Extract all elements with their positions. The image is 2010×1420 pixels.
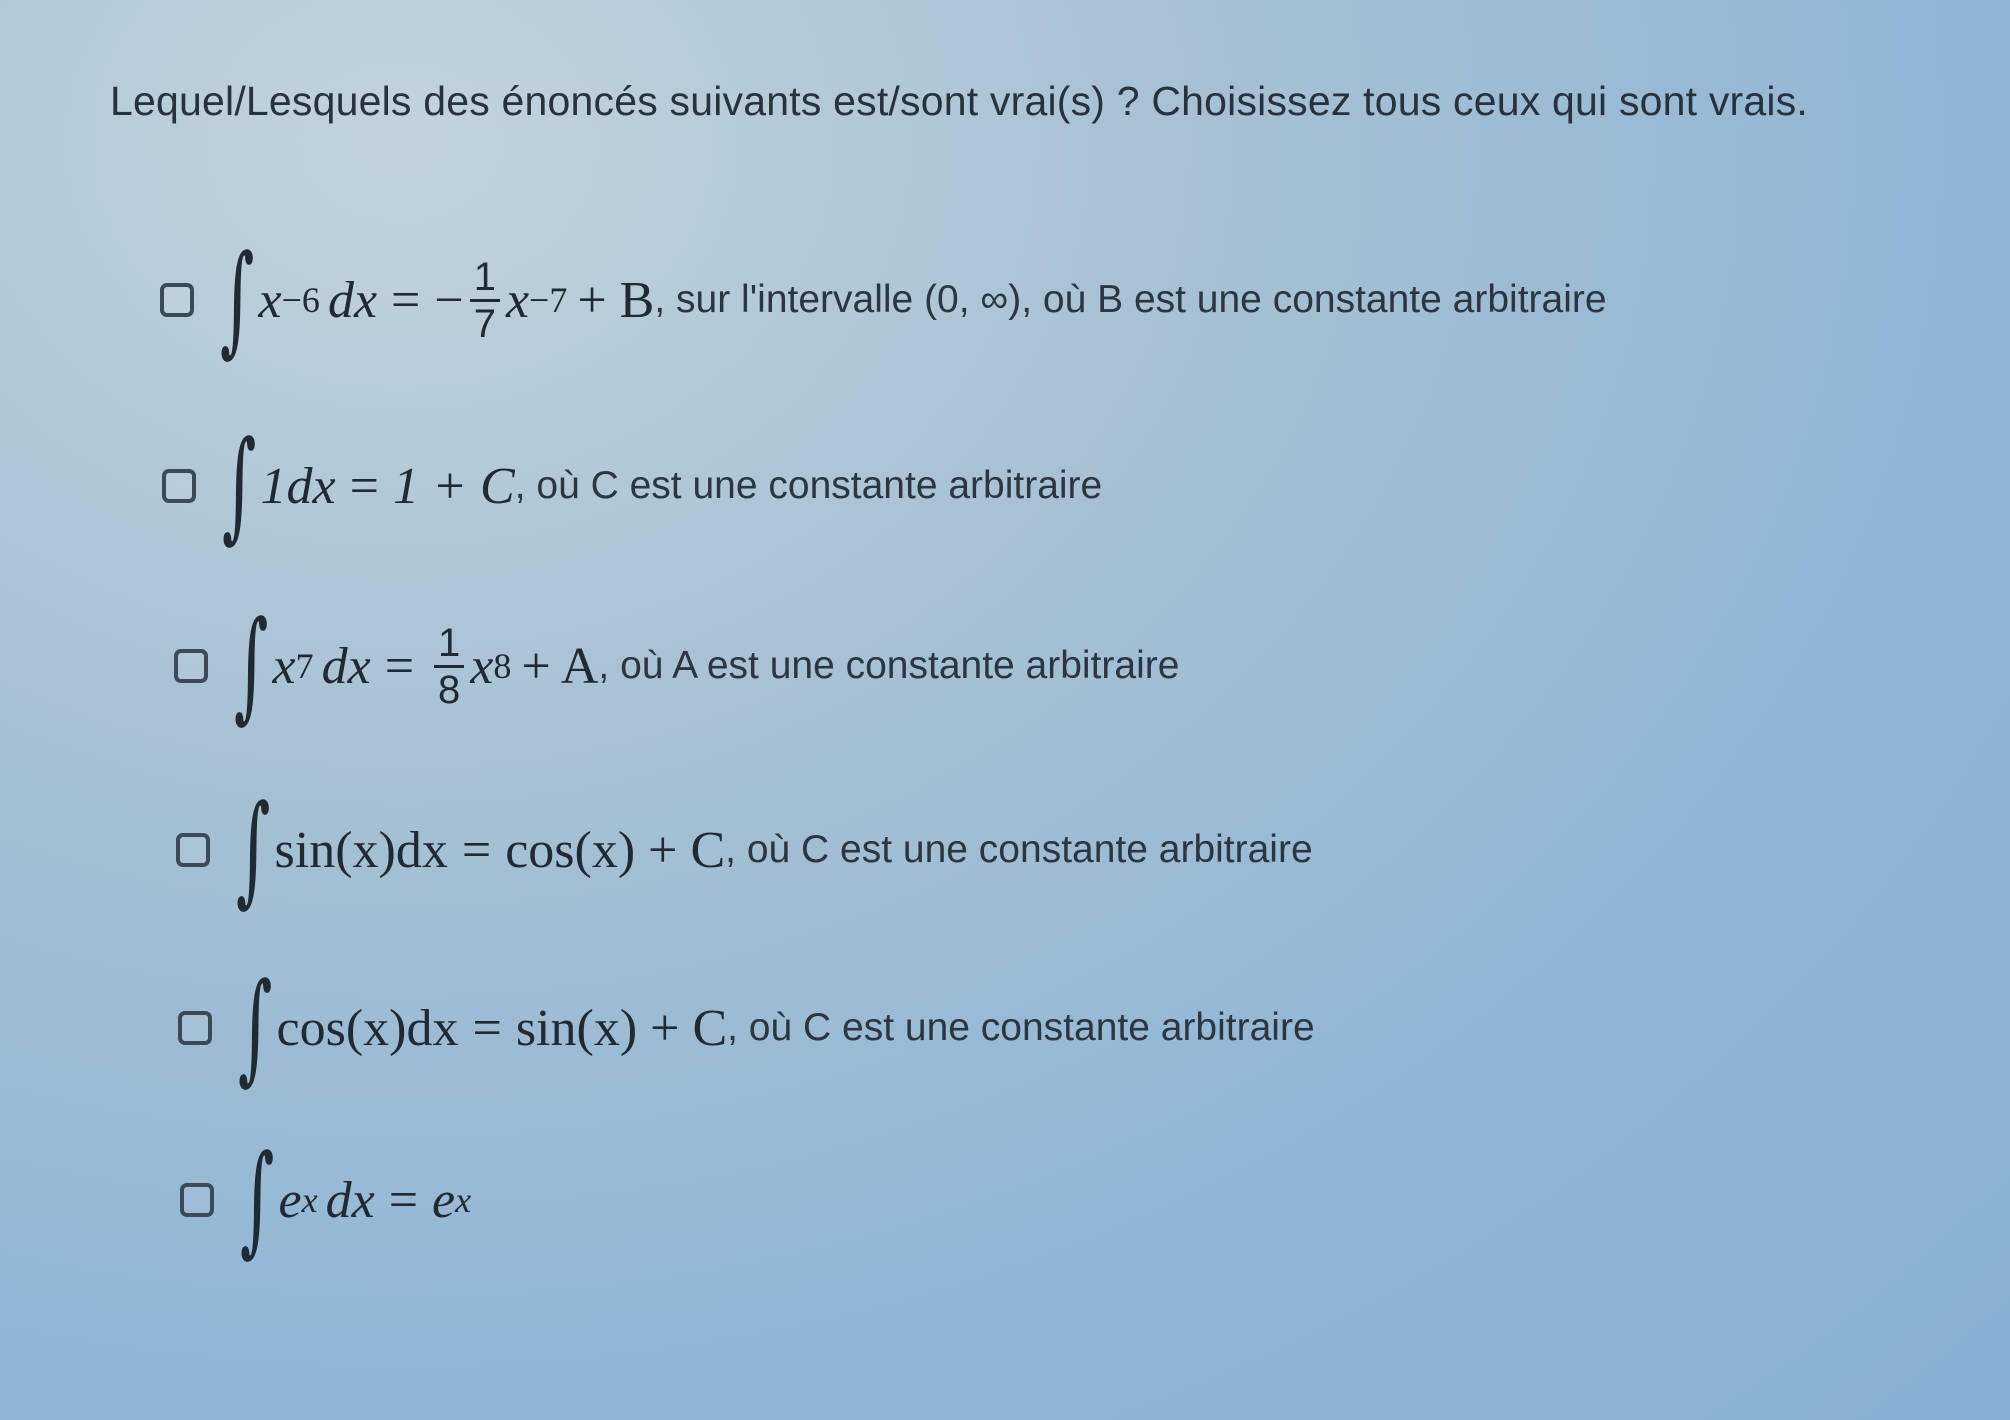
- equals-sign: =: [388, 1171, 419, 1229]
- fraction-numerator: 1: [470, 255, 500, 302]
- option-4-checkbox[interactable]: [176, 833, 210, 867]
- fraction: [434, 621, 464, 712]
- option-1[interactable]: [160, 230, 1607, 369]
- integrand-exponent: x: [301, 1180, 318, 1220]
- antiderivative: sin(x) + C: [515, 999, 728, 1057]
- option-5[interactable]: [178, 958, 1315, 1097]
- antiderivative: cos(x) + C: [505, 821, 726, 879]
- integral-sign: ∫: [240, 1130, 275, 1269]
- fraction-denominator: 8: [438, 667, 461, 712]
- integrand: cos(x)dx: [276, 999, 459, 1057]
- fraction-denominator: 7: [473, 301, 496, 346]
- option-4[interactable]: [176, 780, 1313, 919]
- antiderivative: 1 + C: [392, 457, 515, 515]
- option-3-checkbox[interactable]: [174, 649, 208, 683]
- fraction-numerator: 1: [434, 621, 464, 668]
- integral-sign: ∫: [236, 780, 271, 919]
- option-5-text: , où C est une constante arbitraire: [727, 1006, 1315, 1049]
- integrand-exponent: 7: [295, 646, 314, 686]
- integrand: sin(x)dx: [274, 821, 448, 879]
- constant-term: + A: [521, 637, 599, 695]
- equals-sign: =: [461, 821, 492, 879]
- option-2-text: , où C est une constante arbitraire: [514, 464, 1103, 507]
- constant-term: + B: [577, 271, 655, 329]
- integrand-base: x: [258, 271, 282, 329]
- result-exponent: x: [455, 1180, 472, 1220]
- result-exponent: 8: [493, 646, 512, 686]
- equals-sign: =: [472, 999, 502, 1057]
- integral-sign: ∫: [220, 230, 255, 369]
- question-text: Lequel/Lesquels des énoncés suivants est/sont vrai(s) ? Choisissez tous ceux qui sont vrais.: [110, 78, 1808, 124]
- equals-sign: =: [391, 271, 421, 329]
- option-2-formula: [261, 457, 515, 516]
- option-6-checkbox[interactable]: [180, 1183, 214, 1217]
- integrand-exponent: −6: [281, 280, 320, 320]
- option-4-text: , où C est une constante arbitraire: [725, 828, 1313, 871]
- option-1-checkbox[interactable]: [160, 283, 194, 317]
- option-3[interactable]: [174, 596, 1180, 735]
- option-1-formula: [259, 255, 655, 346]
- option-6[interactable]: [180, 1130, 472, 1269]
- result-base: x: [505, 271, 530, 329]
- option-3-formula: [273, 621, 599, 712]
- minus-sign: −: [434, 271, 464, 329]
- integral-sign: ∫: [222, 416, 257, 555]
- differential: dx: [321, 637, 371, 695]
- result-base: x: [470, 637, 494, 695]
- result-exponent: −7: [529, 280, 568, 320]
- option-1-text: , sur l'intervalle (0, ∞), où B est une constante arbitraire: [654, 278, 1607, 321]
- option-5-checkbox[interactable]: [178, 1011, 212, 1045]
- equals-sign: =: [384, 637, 415, 695]
- option-2-checkbox[interactable]: [162, 469, 196, 503]
- fraction: [470, 255, 500, 346]
- integral-sign: ∫: [234, 596, 269, 735]
- differential: dx: [327, 271, 378, 329]
- integrand: 1dx: [260, 457, 336, 515]
- option-2[interactable]: [162, 416, 1103, 555]
- option-5-formula: [277, 999, 728, 1058]
- integrand-base: x: [272, 637, 296, 695]
- option-6-formula: [279, 1171, 472, 1230]
- option-3-text: , où A est une constante arbitraire: [598, 644, 1180, 687]
- integrand-base: e: [278, 1171, 302, 1229]
- result-base: e: [432, 1171, 456, 1229]
- integral-sign: ∫: [238, 958, 273, 1097]
- equals-sign: =: [349, 457, 379, 515]
- differential: dx: [325, 1171, 375, 1229]
- option-4-formula: [275, 821, 726, 880]
